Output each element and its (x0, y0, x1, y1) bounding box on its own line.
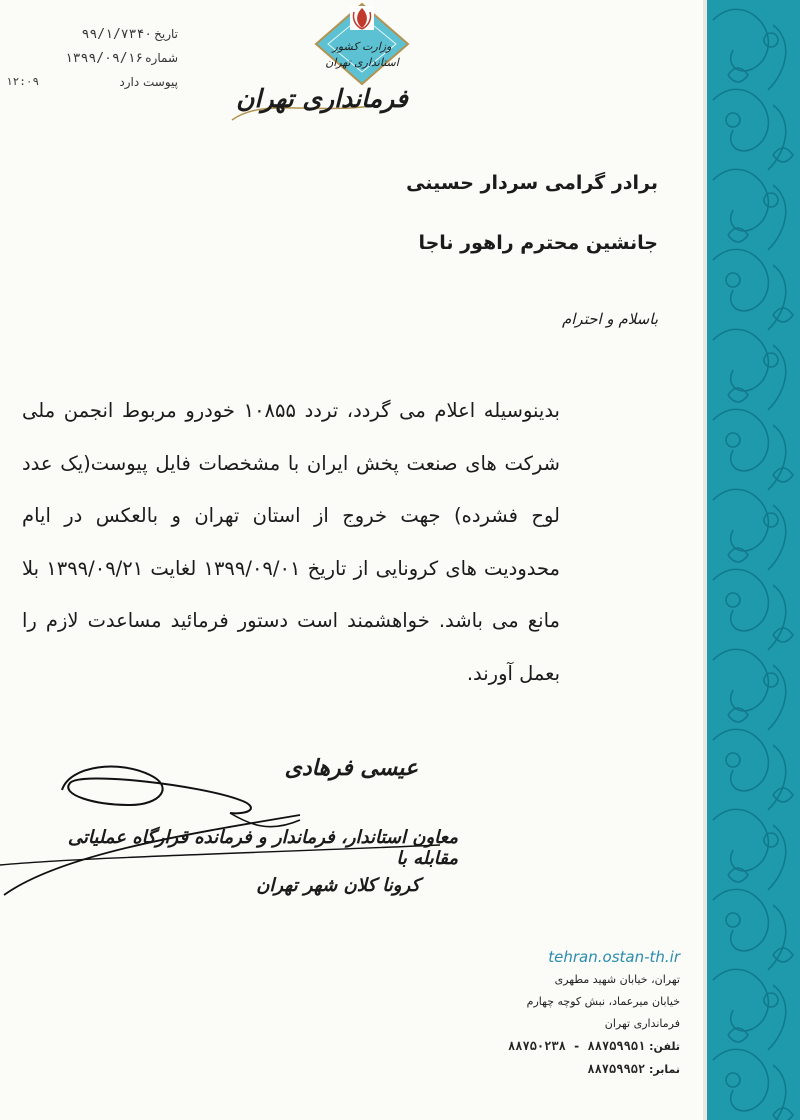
address-line-2: خیابان میرعماد، نبش کوچه چهارم (526, 995, 680, 1008)
time-value: ۱۲:۰۹ (6, 75, 40, 88)
number-value: ۱۳۹۹/۰۹/۱۶ (64, 51, 144, 66)
floral-pattern-icon (703, 0, 800, 1120)
emblem-icon (222, 2, 412, 142)
fax-label: نمابر: (648, 1063, 680, 1076)
signatory-name: عیسی فرهادی (284, 755, 418, 781)
fax-value: ۸۸۷۵۹۹۵۲ (587, 1062, 646, 1076)
province-label: استانداری تهران (325, 56, 399, 69)
signature-block (0, 745, 460, 905)
address-line-3: فرمانداری تهران (604, 1017, 680, 1030)
phone-row (470, 1035, 680, 1058)
greeting: باسلام و احترام (561, 310, 658, 328)
letter-body: بدینوسیله اعلام می گردد، تردد ۱۰۸۵۵ خودرو مربوط انجمن ملی شرکت های صنعت پخش ایران با مشخصات فایل پیوست(یک عدد لوح فشرده) جهت خروج از استان تهران و بالعکس در ایام محدودیت های کرونایی از تاریخ ۱۳۹۹/۰۹/۰۱ لغایت ۱۳۹۹/۰۹/۲۱ بلا مانع می باشد. خواهشمند است دستور فرمائید مساعدت لازم را بعمل آورند. (22, 399, 560, 685)
signatory-title-line-1: معاون استاندار، فرماندار و فرمانده قرارگاه عملیاتی مقابله با (67, 827, 458, 869)
date-row (18, 22, 178, 46)
recipient-line-1: برادر گرامی سردار حسینی (406, 172, 658, 194)
logo-title: فرمانداری تهران (236, 84, 408, 113)
number-label: شماره (145, 51, 178, 65)
decorative-border (703, 0, 800, 1120)
website-link[interactable]: tehran.ostan-th.ir (548, 948, 680, 966)
address-line-1: تهران، خیابان شهید مطهری (554, 973, 680, 986)
recipient-line-2: جانشین محترم راهور ناجا (418, 232, 658, 254)
letter-meta (6, 22, 178, 94)
signatory-title-line-2: کرونا کلان شهر تهران (256, 875, 420, 896)
fax-row (470, 1058, 680, 1081)
phone-label: تلفن: (649, 1040, 680, 1053)
attachment-row (6, 70, 178, 94)
number-row (18, 46, 178, 70)
attachment-label: پیوست دارد (119, 75, 178, 89)
date-value: ۹۹/۱/۷۳۴۰ (81, 27, 153, 42)
footer-contact (470, 945, 680, 1081)
date-label: تاریخ (154, 27, 178, 41)
phone-value: ۸۸۷۵۹۹۵۱ - ۸۸۷۵۰۲۳۸ (508, 1039, 646, 1053)
governorate-logo (222, 2, 412, 142)
ministry-label: وزارت کشور (332, 40, 392, 53)
